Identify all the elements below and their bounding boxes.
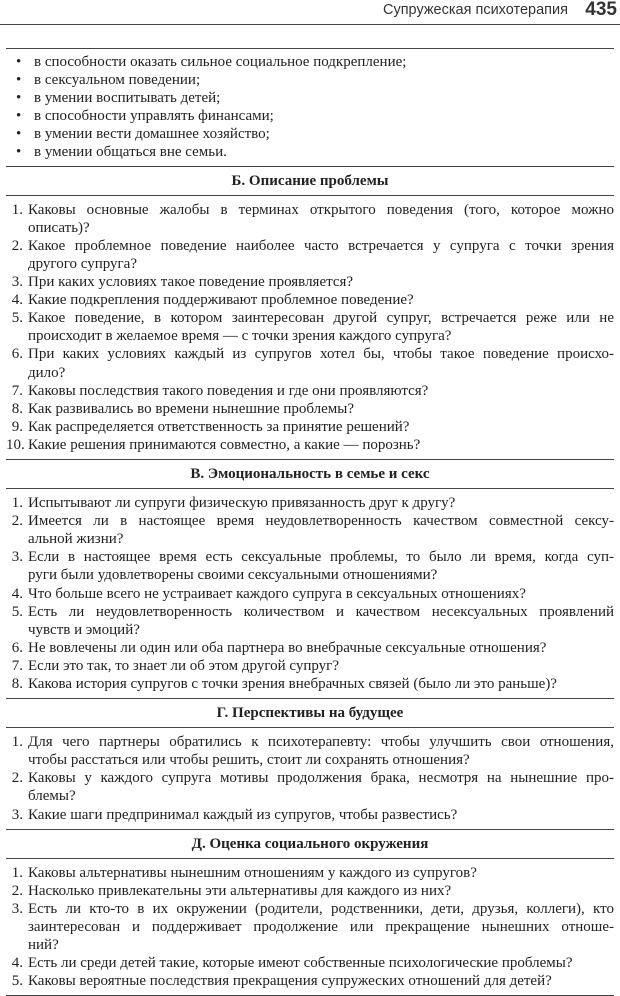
question-line: Какие шаги предпринимал каждый из супругов, чтобы развестись? bbox=[28, 806, 458, 823]
sections bbox=[6, 166, 614, 996]
bullet-icon: • bbox=[16, 126, 22, 143]
question-line: Каковы последствия такого поведения и где они проявляются? bbox=[28, 382, 429, 399]
section-title: Б. Описание проблемы bbox=[6, 166, 614, 196]
question-line: Какое проблемное поведение наиболее часто встречается у супруга с точки зрения bbox=[28, 237, 614, 254]
question-line: Каковы у каждого супруга мотивы продолжения брака, несмотря на нынешние про- bbox=[28, 770, 614, 787]
question-number: 4. bbox=[11, 585, 23, 602]
bullet-item bbox=[6, 143, 614, 161]
question-line: Имеется ли в настоящее время неудовлетворенность качеством совместной сексу- bbox=[28, 513, 614, 530]
question-item bbox=[6, 657, 614, 675]
question-line: Есть ли неудовлетворенность количеством и качеством несексуальных проявлений bbox=[28, 603, 614, 620]
bullet-text: в умении вести домашнее хозяйство; bbox=[34, 126, 270, 143]
question-line: ний? bbox=[28, 937, 59, 954]
running-header-title: Супружеская психотерапия bbox=[382, 2, 568, 18]
section-title: Д. Оценка социального окружения bbox=[6, 829, 614, 859]
bullet-text: в способности оказать сильное социальное подкрепление; bbox=[34, 54, 407, 70]
question-item bbox=[6, 806, 614, 824]
question-number: 9. bbox=[11, 418, 23, 435]
question-line: Для чего партнеры обратились к психотерапевту: чтобы улучшить свои отношения, bbox=[28, 734, 614, 751]
question-item bbox=[6, 864, 614, 882]
question-line: Не вовлечены ли один или оба партнера во внебрачные сексуальные отношения? bbox=[28, 639, 547, 656]
question-line: Как распределяется ответственность за принятие решений? bbox=[28, 418, 410, 435]
question-line: Каковы вероятные последствия прекращения супружеских отношений для детей? bbox=[28, 973, 552, 990]
question-line: При каких условиях каждый из супругов хотел бы, чтобы такое поведение происхо- bbox=[28, 346, 614, 363]
question-line: дило? bbox=[28, 364, 66, 381]
question-number: 6. bbox=[11, 346, 23, 363]
question-number: 3. bbox=[11, 274, 23, 291]
question-line: Испытывают ли супруги физическую привязанность друг к другу? bbox=[28, 495, 456, 512]
question-line: Какова история супругов с точки зрения внебрачных связей (было ли это раньше)? bbox=[28, 676, 557, 692]
bullet-item bbox=[6, 125, 614, 143]
question-list bbox=[6, 489, 614, 698]
bullet-item bbox=[6, 71, 614, 89]
section-title: В. Эмоциональность в семье и секс bbox=[6, 459, 614, 489]
question-number: 2. bbox=[11, 513, 23, 530]
question-number: 2. bbox=[11, 770, 23, 787]
question-line: другого супруга? bbox=[28, 255, 137, 272]
question-number: 7. bbox=[11, 657, 23, 674]
question-line: Как развивались во времени нынешние проблемы? bbox=[28, 400, 355, 417]
question-item bbox=[6, 382, 614, 400]
question-item bbox=[6, 900, 614, 954]
section bbox=[6, 459, 614, 698]
question-number: 8. bbox=[11, 400, 23, 417]
bullet-text: в умении общаться вне семьи. bbox=[34, 144, 227, 161]
question-line: альной жизни? bbox=[28, 531, 124, 548]
question-number: 3. bbox=[11, 806, 23, 823]
question-item bbox=[6, 291, 614, 309]
question-item bbox=[6, 548, 614, 584]
bullet-text: в сексуальном поведении; bbox=[34, 72, 201, 89]
bullet-text: в способности управлять финансами; bbox=[34, 108, 274, 125]
bullet-list bbox=[6, 49, 614, 166]
section bbox=[6, 166, 614, 459]
question-number: 1. bbox=[11, 864, 23, 881]
question-line: Каковы альтернативы нынешним отношениям у каждого из супругов? bbox=[28, 864, 477, 881]
question-item bbox=[6, 436, 614, 454]
bullet-icon: • bbox=[16, 144, 22, 161]
question-line: При каких условиях такое поведение проявляется? bbox=[28, 274, 354, 291]
question-line: Каковы основные жалобы в терминах открытого поведения (того, которое можно bbox=[28, 201, 614, 218]
question-item bbox=[6, 400, 614, 418]
question-item bbox=[6, 237, 614, 273]
question-line: чувств и эмоций? bbox=[28, 621, 140, 638]
question-number: 1. bbox=[11, 495, 23, 512]
section bbox=[6, 829, 614, 996]
question-line: описать)? bbox=[28, 219, 90, 236]
question-item bbox=[6, 882, 614, 900]
bullet-item bbox=[6, 89, 614, 107]
question-line: чтобы расстаться или чтобы решить, стоит ли сохранять отношения? bbox=[28, 752, 470, 769]
question-item bbox=[6, 954, 614, 972]
question-number: 2. bbox=[11, 882, 23, 899]
question-item bbox=[6, 603, 614, 639]
question-line: Есть ли среди детей такие, которые имеют собственные психологические проблемы? bbox=[28, 955, 573, 972]
bullet-icon: • bbox=[16, 72, 22, 89]
question-number: 10. bbox=[6, 436, 25, 453]
question-item bbox=[6, 769, 614, 805]
bullet-text: в умении воспитывать детей; bbox=[34, 90, 221, 107]
question-number: 1. bbox=[11, 201, 23, 218]
question-line: Что больше всего не устраивает каждого супруга в сексуальных отношениях? bbox=[28, 585, 526, 602]
bullet-item bbox=[6, 53, 614, 71]
question-line: блемы? bbox=[28, 788, 76, 805]
question-number: 5. bbox=[11, 603, 23, 620]
question-number: 2. bbox=[11, 237, 23, 254]
question-line: Если это так, то знает ли об этом другой супруг? bbox=[28, 657, 339, 674]
page-number: 435 bbox=[585, 0, 617, 20]
question-line: Если в настоящее время есть сексуальные проблемы, то было ли время, когда суп- bbox=[28, 549, 614, 566]
bullet-icon: • bbox=[16, 54, 22, 70]
bullet-icon: • bbox=[16, 108, 22, 125]
question-number: 7. bbox=[11, 382, 23, 399]
question-line: руги были удовлетворены своими сексуальными отношениями? bbox=[28, 567, 438, 584]
question-number: 5. bbox=[11, 310, 23, 327]
question-number: 3. bbox=[11, 549, 23, 566]
running-header bbox=[0, 0, 620, 25]
bullet-icon: • bbox=[16, 90, 22, 107]
question-item bbox=[6, 639, 614, 657]
section bbox=[6, 698, 614, 829]
question-item bbox=[6, 972, 614, 990]
question-list bbox=[6, 196, 614, 459]
question-item bbox=[6, 494, 614, 512]
question-line: происходит в желаемое время — с точки зрения каждого супруга? bbox=[28, 328, 452, 345]
question-item bbox=[6, 512, 614, 548]
section-title: Г. Перспективы на будущее bbox=[6, 698, 614, 728]
question-line: Какие решения принимаются совместно, а какие — порознь? bbox=[28, 436, 421, 453]
question-list bbox=[6, 859, 614, 996]
question-line: Насколько привлекательны эти альтернативы для каждого из них? bbox=[28, 882, 452, 899]
bullet-item bbox=[6, 107, 614, 125]
question-list bbox=[6, 728, 614, 828]
question-line: Какие подкрепления поддерживают проблемное поведение? bbox=[28, 292, 414, 309]
question-item bbox=[6, 733, 614, 769]
question-item bbox=[6, 418, 614, 436]
question-item bbox=[6, 309, 614, 345]
question-item bbox=[6, 201, 614, 237]
question-number: 1. bbox=[11, 734, 23, 751]
question-number: 4. bbox=[11, 955, 23, 972]
question-number: 3. bbox=[11, 900, 23, 917]
question-line: Есть ли кто-то в их окружении (родители, родственники, дети, друзья, коллеги), кто bbox=[28, 900, 614, 917]
question-item bbox=[6, 273, 614, 291]
question-item bbox=[6, 585, 614, 603]
question-line: заинтересован и поддерживает продолжение или прекращение нынешних отноше- bbox=[28, 919, 614, 936]
question-number: 4. bbox=[11, 292, 23, 309]
page-content bbox=[6, 48, 614, 996]
question-item bbox=[6, 345, 614, 381]
question-number: 8. bbox=[11, 676, 23, 692]
question-number: 6. bbox=[11, 639, 23, 656]
question-line: Какое поведение, в котором заинтересован другой супруг, встречается реже или не bbox=[28, 310, 614, 327]
question-number: 5. bbox=[11, 973, 23, 990]
question-item bbox=[6, 675, 614, 693]
